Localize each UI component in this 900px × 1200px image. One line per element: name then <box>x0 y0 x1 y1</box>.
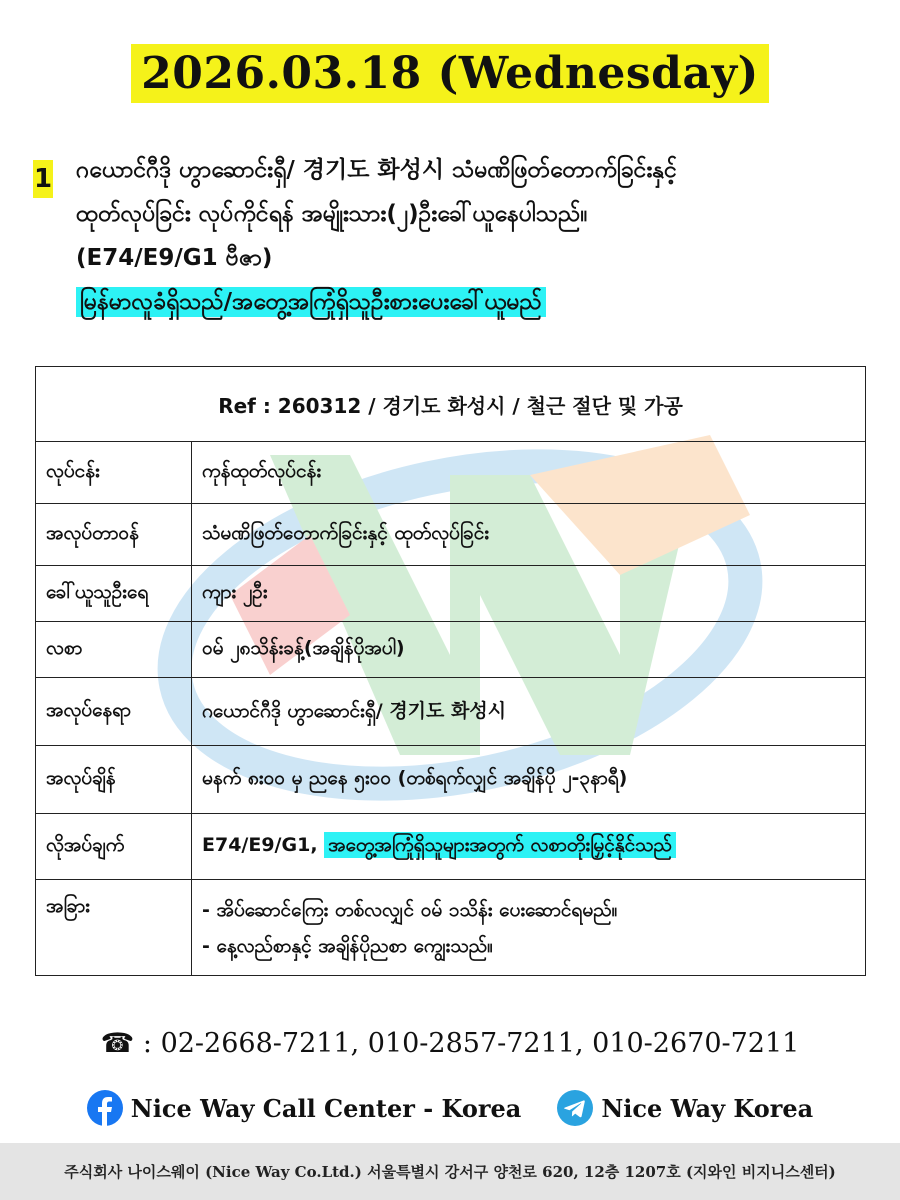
row-label: ခေါ်ယူသူဦးရေ <box>36 566 192 622</box>
phone-numbers: : 02-2668-7211, 010-2857-7211, 010-2670-7211 <box>142 1028 800 1059</box>
notes-label: အခြား <box>36 880 192 976</box>
telegram-icon <box>557 1090 593 1126</box>
date-header-wrap <box>0 44 900 103</box>
notes-item: - အိပ်ဆောင်ကြေး တစ်လလျှင် ဝမ် ၁သိန်း ပေးဆောင်ရမည်။ <box>202 898 618 921</box>
requirements-label: လိုအပ်ချက် <box>36 814 192 880</box>
row-label: လစာ <box>36 622 192 678</box>
table-row-notes <box>36 880 866 976</box>
job-description <box>76 148 866 324</box>
phone-icon: ☎ <box>100 1028 135 1059</box>
table-row <box>36 746 866 814</box>
table-row <box>36 622 866 678</box>
table-row-requirements <box>36 814 866 880</box>
table-row <box>36 566 866 622</box>
job-visa-line: (E74/E9/G1 ဗီဇာ) <box>76 245 273 271</box>
row-label: အလုပ်ချိန် <box>36 746 192 814</box>
job-number-badge: 1 <box>33 160 53 198</box>
row-label: အလုပ်နေရာ <box>36 678 192 746</box>
table-row <box>36 504 866 566</box>
notes-item: - နေ့လည်စာနှင့် အချိန်ပိုညစာ ကျွေးသည်။ <box>202 934 493 957</box>
requirements-highlight: အတွေ့အကြုံရှိသူများအတွက် လစာတိုးမြှင့်နိုင်သည် <box>324 832 676 858</box>
facebook-label: Nice Way Call Center - Korea <box>130 1093 522 1123</box>
requirements-value <box>192 814 866 880</box>
job-priority-highlight: မြန်မာလူခံရှိသည်/အတွေ့အကြုံရှိသူဦးစားပေးခေါ်ယူမည် <box>76 287 546 317</box>
footer-address: 주식회사 나이스웨이 (Nice Way Co.Ltd.) 서울특별시 강서구 양천로 620, 12층 1207호 (지와인 비지니스센터) <box>64 1163 836 1181</box>
facebook-link[interactable] <box>87 1090 522 1126</box>
notes-value <box>192 880 866 976</box>
telegram-label: Nice Way Korea <box>601 1093 814 1123</box>
date-heading: 2026.03.18 (Wednesday) <box>131 44 769 103</box>
job-info-table <box>35 366 866 976</box>
social-links <box>0 1090 900 1126</box>
row-value: သံမဏိဖြတ်တောက်ခြင်းနှင့် ထုတ်လုပ်ခြင်း <box>192 504 866 566</box>
row-value: ဂယောင်ဂီဒို ဟွာဆောင်းရှီ/ 경기도 화성시 <box>192 678 866 746</box>
table-row <box>36 442 866 504</box>
job-title-line-2: ထုတ်လုပ်ခြင်း လုပ်ကိုင်ရန် အမျိုးသား(၂)ဦးခေါ်ယူနေပါသည်။ <box>76 201 588 227</box>
table-row <box>36 678 866 746</box>
requirements-visa: E74/E9/G1, <box>202 833 318 856</box>
telegram-link[interactable] <box>557 1090 813 1126</box>
table-ref-row <box>36 367 866 442</box>
footer-bar <box>0 1143 900 1200</box>
phone-line <box>0 1028 900 1059</box>
row-value: ကုန်ထုတ်လုပ်ငန်း <box>192 442 866 504</box>
row-value: ဝမ် ၂၈သိန်းခန့်(အချိန်ပိုအပါ) <box>192 622 866 678</box>
job-title-line-1: ဂယောင်ဂီဒို ဟွာဆောင်းရှီ/ 경기도 화성시 သံမဏိဖြတ်တောက်ခြင်းနှင့် <box>76 157 677 183</box>
row-label: အလုပ်တာဝန် <box>36 504 192 566</box>
facebook-icon <box>87 1090 123 1126</box>
ref-cell: Ref : 260312 / 경기도 화성시 / 철근 절단 및 가공 <box>36 367 866 442</box>
row-value: ကျား ၂ဦး <box>192 566 866 622</box>
row-value: မနက် ၈း၀၀ မှ ညနေ ၅း၀၀ (တစ်ရက်လျှင် အချိန်ပို ၂-၃နာရီ) <box>192 746 866 814</box>
row-label: လုပ်ငန်း <box>36 442 192 504</box>
